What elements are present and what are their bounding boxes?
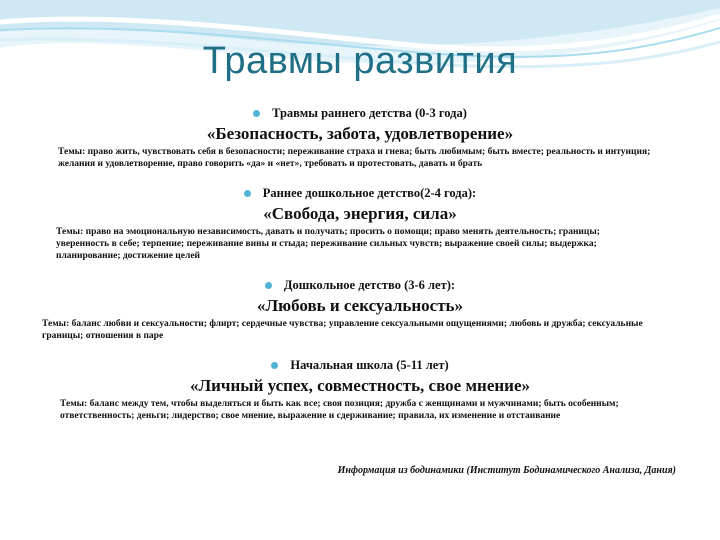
section-primary-school — [0, 356, 720, 422]
section-themes: Темы: право жить, чувствовать себя в безопасности; переживание страха и гнева; быть любимым; быть вместе; реальность и интуиция; желания и удовлетворение, право говорить «да» и «нет», требовать и протестовать, давать и брать — [58, 147, 651, 169]
section-early-childhood — [0, 104, 720, 170]
section-early-preschool — [0, 184, 720, 262]
section-subtitle: «Безопасность, забота, удовлетворение» — [206, 124, 514, 143]
section-subtitle: «Личный успех, совместность, свое мнение» — [189, 376, 531, 395]
section-heading: Дошкольное детство (3-6 лет): — [283, 277, 456, 292]
slide-content — [0, 104, 720, 436]
section-themes: Темы: право на эмоциональную независимость, давать и получать; просить о помощи; право менять деятельность; границы; уверенность в себе; терпение; переживание вины и стыда; переживание сильных чувств; выражение своей силы; выдержка; планирование; достижение целей — [56, 227, 600, 261]
slide-title: Травмы развития — [202, 40, 518, 82]
section-heading: Раннее дошкольное детство(2-4 года): — [262, 185, 477, 200]
section-heading: Начальная школа (5-11 лет) — [290, 357, 449, 372]
source-note: Информация из бодинамики (Институт Бодинамического Анализа, Дания) — [337, 465, 676, 476]
section-themes: Темы: баланс любви и сексуальности; флирт; сердечные чувства; управление сексуальными ощущениями; любовь и дружба; сексуальные границы; отношения в паре — [42, 319, 643, 341]
section-themes: Темы: баланс между тем, чтобы выделяться и быть как все; своя позиция; дружба с женщинами и мужчинами; быть особенным; ответственность; деньги; лидерство; свое мнение, выражение и сдерживание; правила, их изменение и отстаивание — [60, 399, 619, 421]
section-preschool — [0, 276, 720, 342]
section-subtitle: «Любовь и сексуальность» — [256, 296, 464, 315]
section-subtitle: «Свобода, энергия, сила» — [263, 204, 457, 223]
bullet-icon — [253, 110, 260, 117]
bullet-icon — [271, 362, 278, 369]
bullet-icon — [265, 282, 272, 289]
section-heading: Травмы раннего детства (0-3 года) — [272, 105, 467, 120]
bullet-icon — [244, 190, 251, 197]
